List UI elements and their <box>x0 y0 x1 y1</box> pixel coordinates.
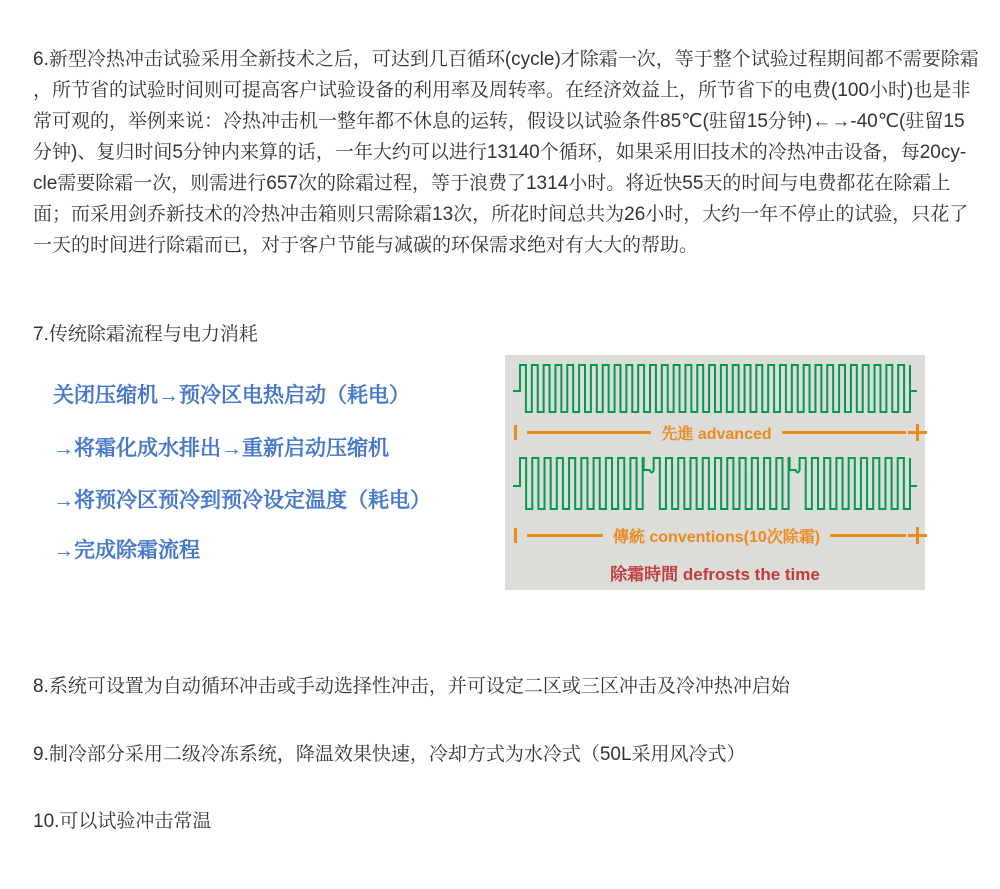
dimension-line-segment <box>527 431 651 434</box>
defrost-comparison-diagram <box>505 355 925 590</box>
conventional-waveform <box>511 455 919 515</box>
conventional-label: 傳統 conventions(10次除霜) <box>612 529 821 546</box>
advanced-dimension-line <box>514 421 919 444</box>
diagram-caption: 除霜時間 defrosts the time <box>610 565 820 584</box>
defrost-step-2: →将霜化成水排出→重新启动压缩机 <box>53 437 389 460</box>
dimension-tick-right <box>916 424 919 441</box>
dimension-tick-right <box>916 527 919 544</box>
paragraph-6-line: 6.新型冷热冲击试验采用全新技术之后，可达到几百循环(cycle)才除霜一次，等于整个试验过程期间都不需要除霜 <box>33 49 979 70</box>
dimension-tick-left <box>514 528 517 543</box>
paragraph-6-line: cle需要除霜一次，则需进行657次的除霜过程，等于浪费了1314小时。将近快55天的时间与电费都花在除霜上 <box>33 173 951 194</box>
paragraph-6-line: ，所节省的试验时间则可提高客户试验设备的利用率及周转率。在经济效益上，所节省下的电费(100小时)也是非 <box>33 80 971 101</box>
paragraph-6-line: 常可观的，举例来说：冷热冲击机一整年都不休息的运转，假设以试验条件85℃(驻留15分钟)←→-40℃(驻留15 <box>33 111 965 132</box>
advanced-waveform <box>511 362 919 418</box>
defrost-step-3: →将预冷区预冷到预冷设定温度（耗电） <box>53 489 431 512</box>
paragraph-6 <box>33 44 979 261</box>
paragraph-6-line: 面；而采用剑乔新技术的冷热冲击箱则只需除霜13次，所花时间总共为26小时，大约一年不停止的试验，只花了 <box>33 204 969 225</box>
paragraph-6-line: 分钟)、复归时间5分钟内来算的话，一年大约可以进行13140个循环，如果采用旧技术的冷热冲击设备，每20cy- <box>33 142 967 163</box>
dimension-tick-left <box>514 425 517 440</box>
item-10: 10.可以试验冲击常温 <box>33 811 212 832</box>
conventional-dimension-line <box>514 524 919 547</box>
dimension-line-segment <box>527 534 603 537</box>
item-9: 9.制冷部分采用二级冷冻系统，降温效果快速，冷却方式为水冷式（50L采用风冷式） <box>33 744 746 765</box>
paragraph-6-line: 一天的时间进行除霜而已，对于客户节能与减碳的环保需求绝对有大大的帮助。 <box>33 235 699 256</box>
item-8: 8.系统可设置为自动循环冲击或手动选择性冲击，并可设定二区或三区冲击及冷冲热冲启始 <box>33 676 790 697</box>
advanced-label: 先進 advanced <box>661 426 772 443</box>
section-7-heading: 7.传统除霜流程与电力消耗 <box>33 324 258 345</box>
defrost-step-4: →完成除霜流程 <box>53 539 200 562</box>
dimension-line-segment <box>782 431 906 434</box>
defrost-step-1: 关闭压缩机→预冷区电热启动（耗电） <box>53 384 410 407</box>
dimension-line-segment <box>830 534 906 537</box>
